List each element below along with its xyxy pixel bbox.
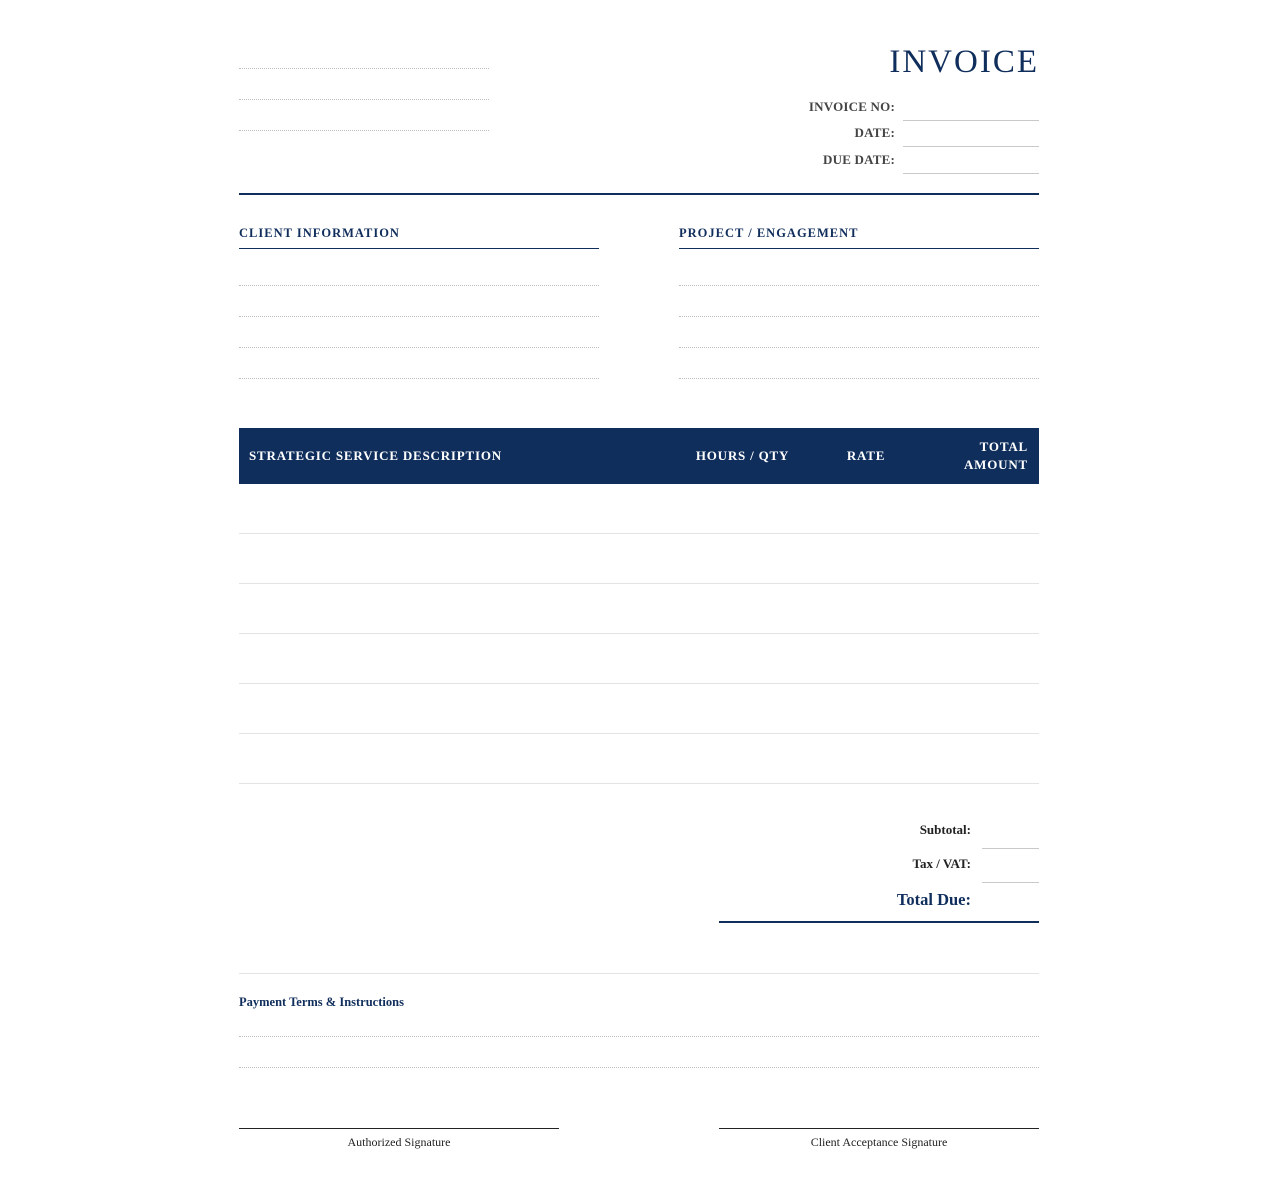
date-row <box>739 121 1039 148</box>
subtotal-label: Subtotal: <box>919 822 971 837</box>
invoice-number-row <box>739 94 1039 121</box>
date-label: DATE: <box>854 125 895 140</box>
client-acceptance-signature-label: Client Acceptance Signature <box>810 1135 948 1149</box>
header-divider <box>239 193 1039 195</box>
column-header-description: STRATEGIC SERVICE DESCRIPTION <box>249 448 502 463</box>
authorized-signature-line[interactable] <box>239 1128 559 1150</box>
subtotal-field[interactable] <box>982 815 1039 849</box>
project-line[interactable] <box>679 348 1039 379</box>
payment-divider <box>239 973 1039 974</box>
client-line[interactable] <box>239 249 599 286</box>
total-due-row[interactable] <box>719 883 1039 923</box>
services-table <box>239 428 1039 784</box>
totals-section <box>719 815 1039 923</box>
authorized-signature-label: Authorized Signature <box>347 1135 451 1149</box>
subtotal-row <box>719 815 1039 849</box>
table-row[interactable] <box>239 734 1039 784</box>
client-acceptance-signature-line[interactable] <box>719 1128 1039 1150</box>
project-engagement-heading: PROJECT / ENGAGEMENT <box>679 226 1039 249</box>
company-info-lines <box>239 68 489 131</box>
invoice-meta <box>739 94 1039 174</box>
table-row[interactable] <box>239 634 1039 684</box>
invoice-number-field[interactable] <box>903 95 1039 121</box>
company-line[interactable] <box>239 100 489 131</box>
table-row[interactable] <box>239 484 1039 534</box>
tax-label: Tax / VAT: <box>912 856 971 871</box>
tax-field[interactable] <box>982 849 1039 883</box>
tax-row <box>719 849 1039 883</box>
company-line[interactable] <box>239 69 489 100</box>
due-date-field[interactable] <box>903 148 1039 174</box>
invoice-number-label: INVOICE NO: <box>808 98 895 114</box>
invoice-title: INVOICE <box>889 44 1039 80</box>
project-line[interactable] <box>679 286 1039 317</box>
project-line[interactable] <box>679 249 1039 286</box>
project-engagement-section <box>679 226 1039 379</box>
client-line[interactable] <box>239 286 599 317</box>
payment-terms-line[interactable] <box>239 1067 1039 1068</box>
payment-terms-line[interactable] <box>239 1036 1039 1037</box>
client-information-section <box>239 226 599 379</box>
client-line[interactable] <box>239 317 599 348</box>
payment-terms-heading: Payment Terms & Instructions <box>239 995 404 1009</box>
total-due-label: Total Due: <box>896 890 971 909</box>
column-header-hours-qty: HOURS / QTY <box>695 448 790 463</box>
table-header <box>239 428 1039 484</box>
invoice-page <box>239 0 1039 1190</box>
project-line[interactable] <box>679 317 1039 348</box>
client-information-heading: CLIENT INFORMATION <box>239 226 599 249</box>
due-date-row <box>739 147 1039 174</box>
date-field[interactable] <box>903 121 1039 147</box>
due-date-label: DUE DATE: <box>823 151 895 167</box>
client-line[interactable] <box>239 348 599 379</box>
table-row[interactable] <box>239 584 1039 634</box>
table-row[interactable] <box>239 684 1039 734</box>
table-row[interactable] <box>239 534 1039 584</box>
column-header-total-amount: TOTAL AMOUNT <box>963 439 1028 472</box>
column-header-rate: RATE <box>846 448 886 463</box>
